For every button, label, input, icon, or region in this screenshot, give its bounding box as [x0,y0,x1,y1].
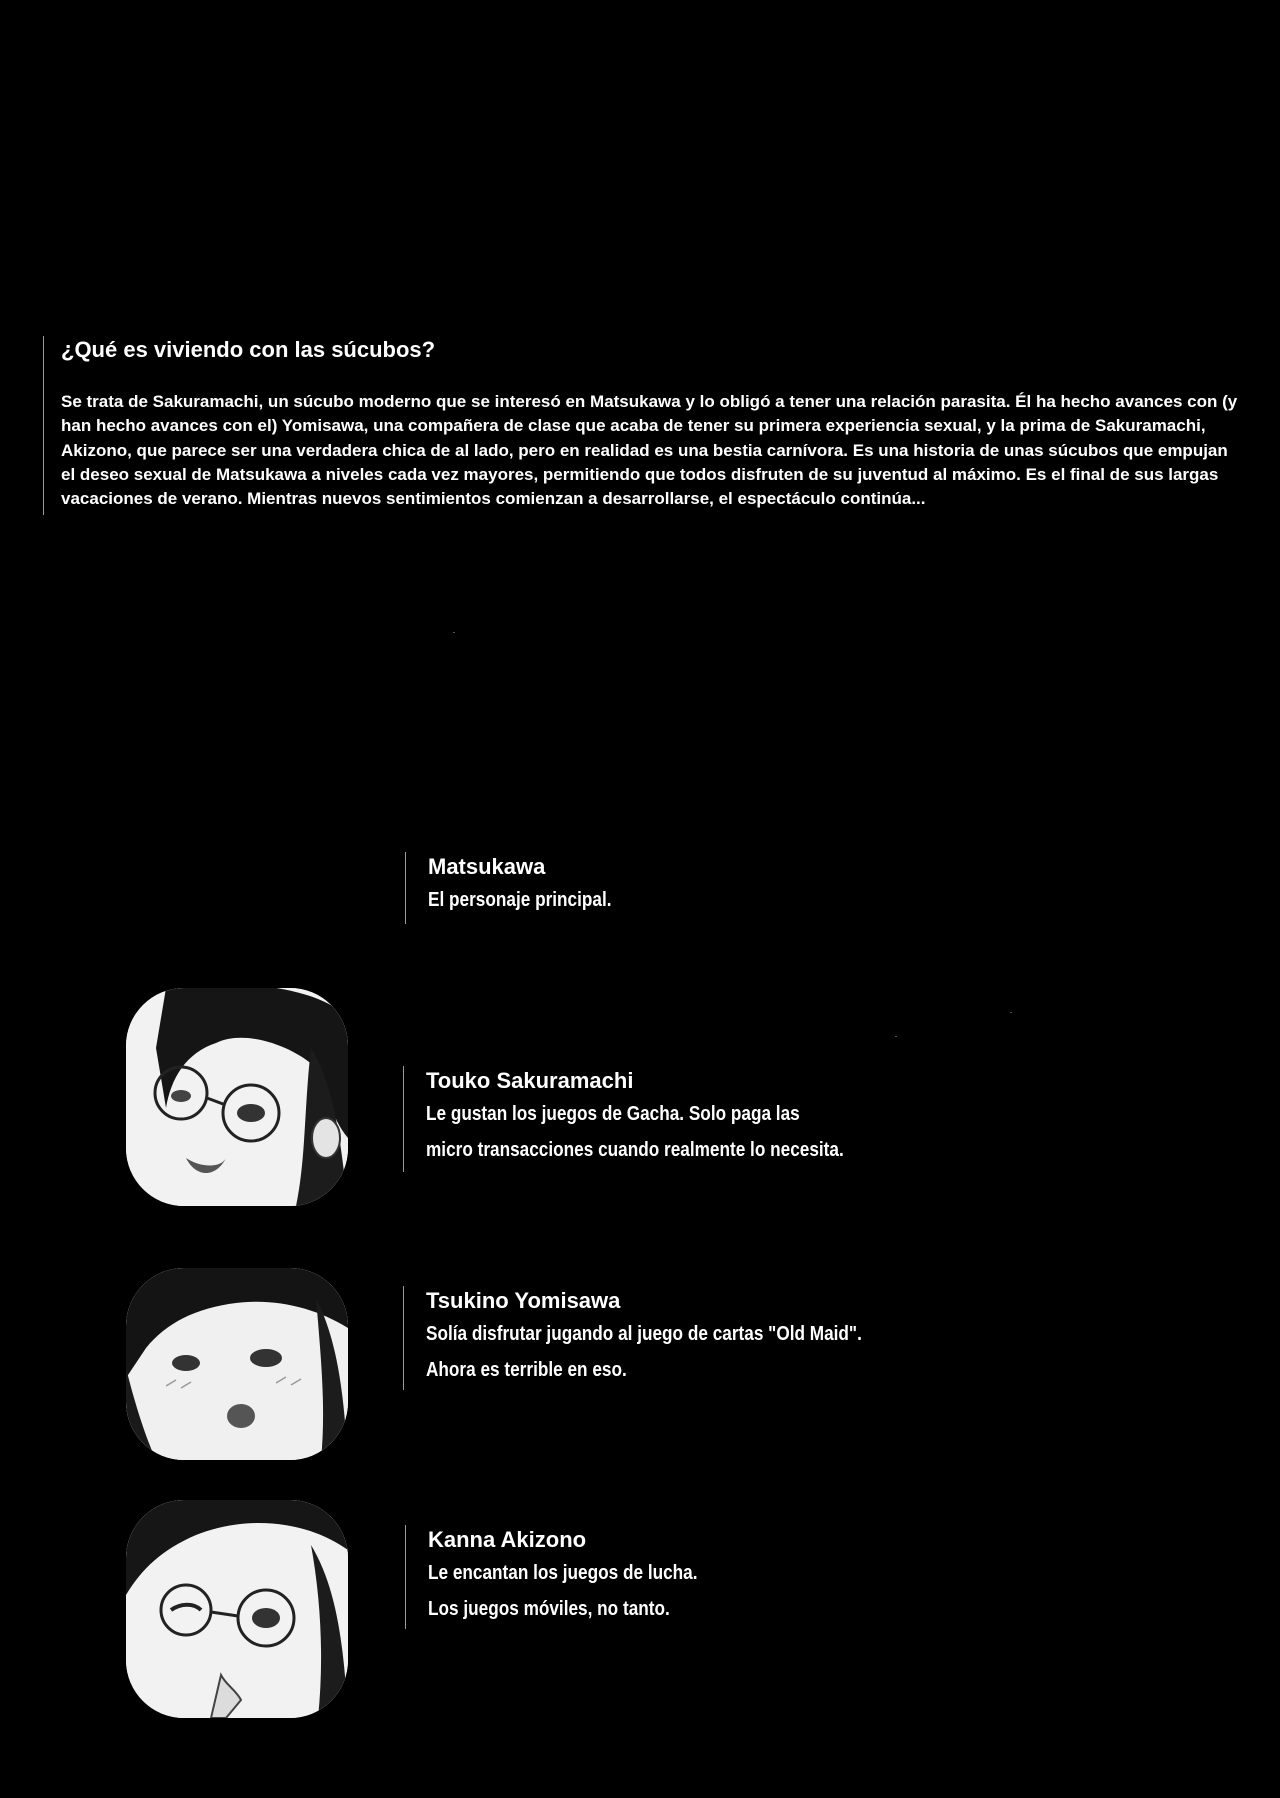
character-entry-touko-sakuramachi [403,1066,912,1172]
character-description-line: micro transacciones cuando realmente lo necesita. [426,1139,844,1161]
portrait-touko-sakuramachi [126,988,348,1206]
character-name: Touko Sakuramachi [426,1068,634,1093]
character-description-line: Le gustan los juegos de Gacha. Solo paga las [426,1103,800,1125]
portrait-tsukino-yomisawa [126,1268,348,1460]
character-name: Kanna Akizono [428,1527,587,1552]
character-name: Tsukino Yomisawa [426,1288,621,1313]
character-description [426,1096,844,1168]
character-description-line: Le encantan los juegos de lucha. [428,1562,698,1584]
intro-section [43,336,1241,515]
intro-title: ¿Qué es viviendo con las súcubos? [61,337,436,362]
character-name: Matsukawa [428,854,546,879]
scan-speck [1010,1012,1012,1013]
portrait-kanna-akizono [126,1500,348,1718]
character-description-line: Solía disfrutar jugando al juego de cartas "Old Maid". [426,1323,862,1345]
scan-speck [895,1036,897,1037]
character-description-line: Los juegos móviles, no tanto. [428,1598,670,1620]
character-entry-tsukino-yomisawa [403,1286,933,1390]
intro-body: Se trata de Sakuramachi, un súcubo moderno que se interesó en Matsukawa y lo obligó a tener una relación parasita. Él ha hecho avances con (y han hecho avances con el) Yomisawa, una compañera de clase que acaba de tener su primera experiencia sexual, y la prima de Sakuramachi, Akizono, que parece ser una verdadera chica de al lado, pero en realidad es una bestia carnívora. Es una historia de unas súcubos que empujan el deseo sexual de Matsukawa a niveles cada vez mayores, permitiendo que todos disfruten de su juventud al máximo. Es el final de sus largas vacaciones de verano. Mientras nuevos sentimientos comienzan a desarrollarse, el espectáculo continúa... [61,392,1238,509]
character-description [428,882,612,918]
character-entry-kanna-akizono [405,1525,741,1629]
character-description [426,1316,862,1388]
character-description [428,1555,698,1627]
character-description-line: El personaje principal. [428,889,612,911]
scan-speck [453,632,455,633]
character-description-line: Ahora es terrible en eso. [426,1359,627,1381]
character-entry-matsukawa [405,852,641,924]
